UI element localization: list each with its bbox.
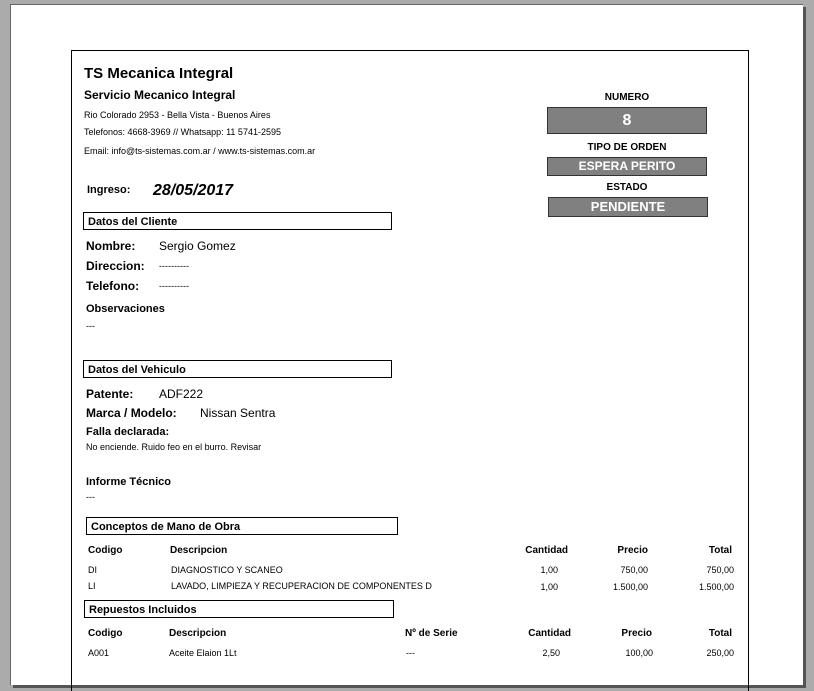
rep-row-codigo: A001 [88, 648, 110, 658]
rep-header-cantidad: Cantidad [528, 628, 571, 639]
mo-row-cantidad: 1,00 [540, 565, 558, 575]
company-address: Rio Colorado 2953 - Bella Vista - Buenos Aires [84, 110, 271, 120]
mo-row-codigo: DI [88, 565, 97, 575]
informe-value: --- [86, 492, 95, 502]
nombre-value: Sergio Gomez [159, 239, 236, 253]
mo-row-codigo: LI [88, 581, 96, 591]
mo-row-cantidad: 1,00 [540, 582, 558, 592]
estado-value: PENDIENTE [548, 197, 708, 217]
rep-row-precio: 100,00 [625, 648, 653, 658]
rep-row-serie: --- [406, 648, 415, 658]
ingreso-label: Ingreso: [87, 184, 131, 196]
tipo-value: ESPERA PERITO [547, 157, 707, 176]
direccion-value: ---------- [159, 261, 189, 271]
mo-row-precio: 750,00 [620, 565, 648, 575]
section-cliente: Datos del Cliente [83, 212, 392, 230]
mo-row-precio: 1.500,00 [612, 582, 648, 592]
observaciones-label: Observaciones [86, 303, 165, 315]
informe-label: Informe Técnico [86, 476, 171, 488]
telefono-value: ---------- [159, 281, 189, 291]
marca-value: Nissan Sentra [200, 406, 276, 420]
report-frame [71, 50, 749, 691]
rep-header-codigo: Codigo [88, 628, 123, 639]
company-subtitle: Servicio Mecanico Integral [84, 88, 236, 102]
observaciones-value: --- [86, 321, 95, 331]
mo-header-cantidad: Cantidad [525, 545, 568, 556]
nombre-label: Nombre: [86, 239, 136, 253]
company-phones: Telefonos: 4668-3969 // Whatsapp: 11 5741-2595 [84, 127, 281, 137]
estado-label: ESTADO [606, 182, 648, 193]
mo-header-descripcion: Descripcion [170, 545, 228, 556]
ingreso-date: 28/05/2017 [153, 182, 234, 199]
falla-value: No enciende. Ruido feo en el burro. Revisar [86, 442, 262, 452]
tipo-label: TIPO DE ORDEN [587, 142, 667, 153]
falla-label: Falla declarada: [86, 426, 170, 438]
patente-label: Patente: [86, 387, 134, 401]
telefono-label: Telefono: [86, 279, 140, 293]
rep-header-total: Total [708, 628, 732, 639]
mo-row-descripcion: DIAGNOSTICO Y SCANEO [171, 565, 283, 575]
mo-header-total: Total [708, 545, 732, 556]
rep-header-precio: Precio [621, 628, 652, 639]
rep-row-cantidad: 2,50 [542, 648, 560, 658]
mo-row-total: 750,00 [706, 565, 734, 575]
company-name: TS Mecanica Integral [84, 65, 234, 82]
rep-row-total: 250,00 [706, 648, 734, 658]
report-page [10, 4, 803, 685]
rep-header-serie: Nº de Serie [405, 628, 458, 639]
section-repuestos: Repuestos Incluidos [84, 600, 394, 618]
rep-row-descripcion: Aceite Elaion 1Lt [169, 648, 237, 658]
patente-value: ADF222 [159, 387, 204, 401]
mo-header-codigo: Codigo [88, 545, 123, 556]
numero-value: 8 [547, 107, 707, 134]
numero-label: NUMERO [604, 92, 650, 103]
mo-row-descripcion: LAVADO, LIMPIEZA Y RECUPERACION DE COMPONENTES D [171, 581, 432, 591]
mo-row-total: 1.500,00 [698, 582, 734, 592]
section-mano-obra: Conceptos de Mano de Obra [86, 517, 398, 535]
mo-header-precio: Precio [617, 545, 648, 556]
marca-label: Marca / Modelo: [86, 406, 177, 420]
company-email: Email: info@ts-sistemas.com.ar / www.ts-sistemas.com.ar [84, 146, 316, 156]
rep-header-descripcion: Descripcion [169, 628, 227, 639]
section-vehiculo: Datos del Vehiculo [83, 360, 392, 378]
direccion-label: Direccion: [86, 259, 145, 273]
